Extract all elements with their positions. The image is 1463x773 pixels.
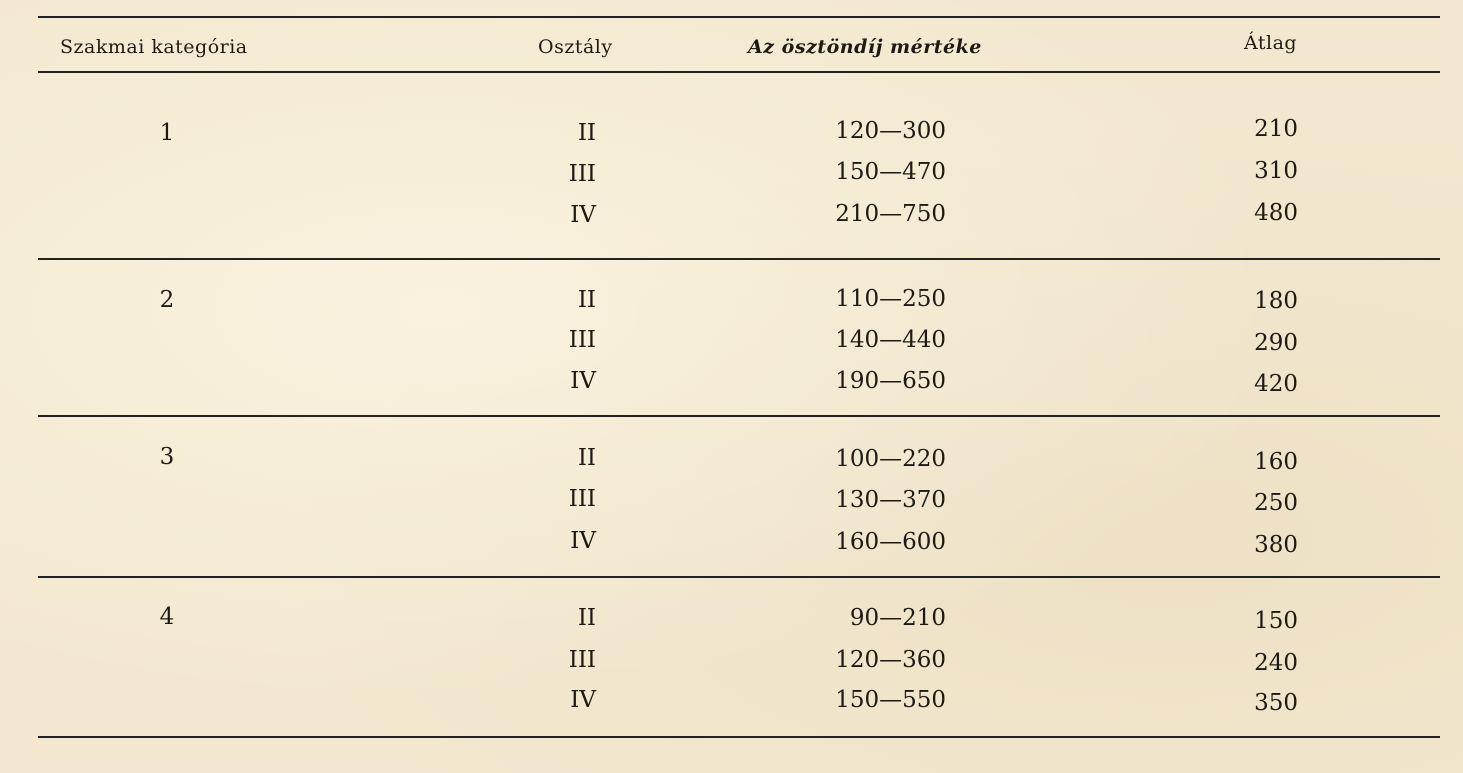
average-cell: 480 (1254, 200, 1298, 226)
class-cell: IV (570, 202, 596, 228)
average-cell: 380 (1254, 532, 1298, 558)
class-cell: II (577, 445, 596, 471)
header-average: Átlag (1244, 32, 1298, 54)
category-number: 2 (159, 287, 175, 313)
class-cell: IV (570, 528, 596, 554)
class-cell: III (568, 327, 596, 353)
group-separator (38, 576, 1440, 578)
table-bottom-rule (38, 736, 1440, 738)
range-cell: 90—210 (849, 605, 946, 631)
header-stipend: Az ösztöndíj mértéke (748, 36, 982, 58)
range-cell: 190—650 (835, 368, 946, 394)
average-cell: 420 (1254, 371, 1298, 397)
range-cell: 210—750 (835, 201, 946, 227)
average-cell: 250 (1254, 490, 1298, 516)
class-cell: III (568, 486, 596, 512)
class-cell: IV (570, 687, 596, 713)
table-top-rule (38, 16, 1440, 18)
category-number: 1 (159, 120, 175, 146)
range-cell: 160—600 (835, 529, 946, 555)
range-cell: 150—470 (835, 159, 946, 185)
class-cell: II (577, 605, 596, 631)
category-number: 4 (159, 604, 175, 630)
class-cell: III (568, 647, 596, 673)
range-cell: 150—550 (835, 687, 946, 713)
range-cell: 140—440 (835, 327, 946, 353)
category-number: 3 (159, 444, 175, 470)
class-cell: II (577, 287, 596, 313)
average-cell: 290 (1254, 330, 1298, 356)
average-cell: 240 (1254, 650, 1298, 676)
average-cell: 350 (1254, 690, 1298, 716)
range-cell: 100—220 (835, 446, 946, 472)
range-cell: 120—300 (835, 118, 946, 144)
header-rule (38, 71, 1440, 73)
range-cell: 110—250 (835, 286, 946, 312)
average-cell: 160 (1254, 449, 1298, 475)
class-cell: II (577, 120, 596, 146)
average-cell: 180 (1254, 288, 1298, 314)
average-cell: 210 (1254, 116, 1298, 142)
average-cell: 310 (1254, 158, 1298, 184)
header-class: Osztály (538, 36, 613, 58)
group-separator (38, 258, 1440, 260)
group-separator (38, 415, 1440, 417)
range-cell: 120—360 (835, 647, 946, 673)
range-cell: 130—370 (835, 487, 946, 513)
average-cell: 150 (1254, 608, 1298, 634)
header-category: Szakmai kategória (60, 36, 248, 58)
class-cell: III (568, 161, 596, 187)
class-cell: IV (570, 368, 596, 394)
